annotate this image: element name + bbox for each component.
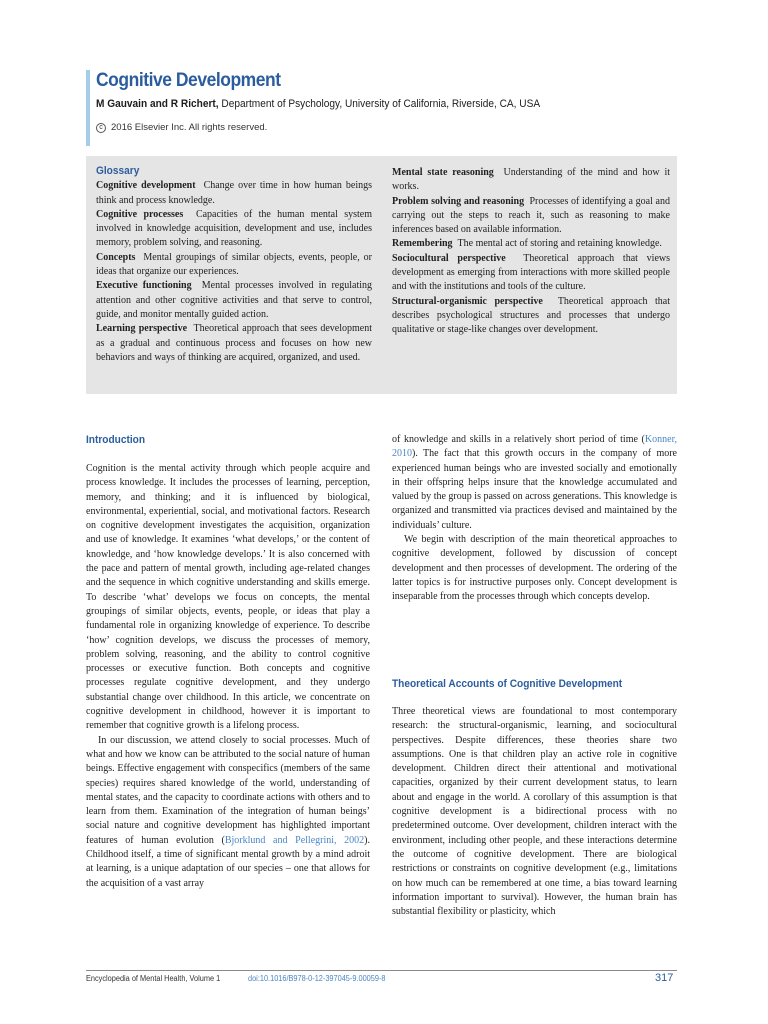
glossary-entry	[96, 208, 372, 251]
glossary-definition: Processes of identifying a goal and carrying out the steps to reach it, such as reasoning to make inferences based on available information.	[392, 195, 670, 236]
glossary-right-column	[392, 166, 670, 338]
glossary-entry	[96, 251, 372, 280]
body-right-column	[392, 433, 677, 605]
glossary-entry	[392, 166, 670, 195]
copyright-line	[96, 122, 267, 133]
intro-paragraph-3	[392, 433, 677, 533]
article-authors	[96, 98, 540, 110]
header-accent-bar	[86, 70, 90, 146]
glossary-term: Structural-organismic perspective	[392, 295, 543, 307]
glossary-term: Learning perspective	[96, 323, 188, 335]
glossary-definition: Theoretical approach that describes psychological structures and processes that undergo qualitative or stage-like changes over development.	[392, 295, 671, 336]
intro-paragraph-4: We begin with description of the main theoretical approaches to cognitive development, followed by discussion of concept development and then processes of development. The ordering of the latter topics is for instructive purposes only. Concept development is inseparable from the processes through which concepts develop.	[392, 534, 677, 603]
theory-paragraph-1: Three theoretical views are foundational to most contemporary research: the structural-organismic, learning, and sociocultural perspectives. Despite differences, these theories share two assumptions. One is that children play an active role in cognitive development. Children direct their attentional and motivational capacities, organized by their current development status, to learn about and engage in the world. A corollary of this assumption is that cognitive development is a bidirectional process with no predetermined outcome. Over development, children interact with the environment, including other people, and these interactions determine the outcome of cognitive development. There are biological restrictions or constraints on cognitive development (e.g., limitations on how much can be remembered at one time, a bias toward learning information important to survival). However, the human brain has substantial flexibility or plasticity, which	[392, 706, 677, 918]
article-title: Cognitive Development	[96, 70, 281, 91]
paragraph-text: of knowledge and skills in a relatively short period of time (	[392, 434, 645, 445]
paragraph-text: In our discussion, we attend closely to social processes. Much of what and how we know can be attributed to the social nature of human beings. Effective engagement with conspecifics (members of the same species) requires shared knowledge of the world, understanding of mental states, and the capacity to coordinate actions with others and to learn from them. Examination of the integration of human beings’ social nature and cognitive development has highlighted important features of human evolution (	[86, 734, 370, 846]
citation-link[interactable]: Bjorklund and Pellegrini, 2002	[224, 834, 365, 846]
glossary-definition: Change over time in how human beings think and process knowledge.	[96, 180, 373, 206]
introduction-heading: Introduction	[86, 434, 146, 446]
glossary-entry	[96, 279, 372, 322]
glossary-entry	[392, 295, 670, 338]
paragraph-text: ). The fact that this growth occurs in the company of more experienced human beings who are invested socially and emotionally in their offspring helps insure that the knowledge accumulated and valued by the group is passed on across generations. This knowledge is organized and transmitted via practices devised and maintained by the individuals’ culture.	[392, 448, 677, 531]
glossary-term: Executive functioning	[96, 280, 192, 292]
theory-heading: Theoretical Accounts of Cognitive Development	[392, 678, 623, 690]
glossary-definition: Theoretical approach that sees development as a gradual and continuous process and focuses on how new behaviors and ways of thinking are acquired, organized, and used.	[96, 323, 372, 363]
body-left-column	[86, 462, 370, 891]
footer-doi-link[interactable]: doi:10.1016/B978-0-12-397045-9.00059-8	[248, 974, 386, 983]
glossary-term: Remembering	[392, 238, 453, 250]
glossary-term: Cognitive development	[96, 180, 196, 192]
glossary-definition: The mental act of storing and retaining knowledge.	[457, 238, 662, 250]
glossary-term: Problem solving and reasoning	[392, 195, 525, 207]
intro-paragraph-2	[86, 734, 370, 891]
footer-divider	[86, 970, 677, 971]
glossary-definition: Mental processes involved in regulating attention and other cognitive activities and that serve to control, guide, and monitor mentally guided action.	[96, 280, 372, 320]
paragraph-text: ). Childhood itself, a time of significant mental growth by a mind adroit at learning, is a unique adaptation of our species – one that allows for the acquisition of a vast array	[86, 834, 370, 889]
glossary-entry	[392, 195, 670, 238]
glossary-box	[86, 156, 677, 394]
glossary-definition: Understanding of the mind and how it works.	[392, 167, 671, 193]
author-affiliation: Department of Psychology, University of California, Riverside, CA, USA	[218, 98, 541, 110]
copyright-text: 2016 Elsevier Inc. All rights reserved.	[111, 122, 268, 133]
glossary-term: Concepts	[96, 251, 136, 263]
glossary-definition: Capacities of the human mental system involved in knowledge acquisition, development and use, includes memory, problem solving, and reasoning.	[96, 208, 373, 249]
citation-link[interactable]: Konner, 2010	[392, 434, 677, 460]
glossary-entry	[392, 252, 670, 295]
copyright-icon: c	[96, 123, 106, 133]
footer-journal: Encyclopedia of Mental Health, Volume 1	[86, 974, 221, 983]
intro-paragraph-1: Cognition is the mental activity through which people acquire and process knowledge. It includes the processes of learning, perception, memory, and thinking; and it is influenced by biological, environmental, experiential, social, and motivational factors. Research on cognitive development investigates the acquisition, organization and use of knowledge. It examines ‘what develops,’ or the content of knowledge, and ‘how knowledge develops.’ It is also concerned with the pace and pattern of mental growth, including age-related changes and the sequence in which cognitive understanding and skills emerge. To describe ‘what’ develops we focus on concepts, the mental groupings of similar objects, events, people, or ideas that play a fundamental role in organizing knowledge of experience. To describe ‘how’ cognition develops, we discuss the processes of memory, problem solving, reasoning, and the ability to control cognitive processes or executive function. Both concepts and cognitive processes regulate cognitive development, and they undergo substantial change over childhood. In this article, we concentrate on cognitive development in childhood, however it is important to remember that cognitive growth is a lifelong process.	[86, 463, 370, 732]
glossary-entry	[96, 179, 372, 208]
glossary-term: Mental state reasoning	[392, 167, 494, 178]
page-number: 317	[655, 972, 674, 984]
glossary-left-column	[96, 164, 372, 365]
glossary-definition: Mental groupings of similar objects, events, people, or ideas that organize our experiences.	[96, 251, 372, 278]
glossary-term: Sociocultural perspective	[392, 252, 506, 264]
author-names: M Gauvain and R Richert,	[96, 98, 219, 110]
glossary-title: Glossary	[96, 165, 140, 177]
glossary-term: Cognitive processes	[96, 208, 184, 220]
glossary-definition: Theoretical approach that views development as emerging from interactions with more skilled people and with the institutions and tools of the culture.	[392, 252, 671, 293]
glossary-entry	[96, 322, 372, 365]
glossary-entry	[392, 237, 670, 251]
theory-column	[392, 705, 677, 919]
